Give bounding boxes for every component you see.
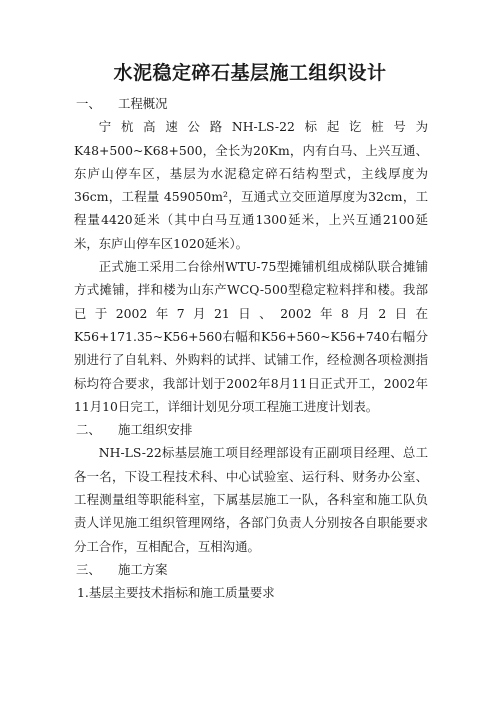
section-number: 三、 [76,561,101,577]
paragraph-construction-method: 正式施工采用二台徐州WTU-75型摊铺机组成梯队联合摊铺方式摊铺，拌和楼为山东产WCQ-500型稳定粒料拌和楼。我部已于2002年7月21日、2002年8月2日在K56+171.35~K56+560右幅和K56+560~K56+740右幅分别进行了自轧料、外购料的试拌、试铺工作，经检测各项检测指标均符合要求，我部计划于2002年8月11日正式开工，2002年11月10日完工，详细计划见分项工程施工进度计划表。 [74,259,428,414]
section-heading-1 [74,92,428,115]
document-body [74,92,428,605]
paragraph-organization: NH-LS-22标基层施工项目经理部设有正副项目经理、总工各一名，下设工程技术科、中心试验室、运行科、财务办公室、工程测量组等职能科室，下属基层施工一队，各科室和施工队负责人详见施工组织管理网络，各部门负责人分别按各自职能要求分工合作，互相配合，互相沟通。 [74,445,428,554]
section-heading-3 [74,558,428,581]
section-number: 一、 [76,96,101,111]
section-title: 施工组织安排 [118,422,193,438]
section-title: 工程概况 [118,96,168,111]
subsection-heading: 1.基层主要技术指标和施工质量要求 [77,585,275,601]
section-number: 二、 [76,422,101,438]
section-title: 施工方案 [118,561,168,577]
paragraph-project-overview: 宁杭高速公路NH-LS-22标起讫桩号为K48+500~K68+500，全长为20Km，内有白马、上兴互通、东庐山停车区，基层为水泥稳定碎石结构型式，主线厚度为36cm，工程量 459050m²，互通式立交匝道厚度为32cm，工程量4420延米（其中白马互通1300延米，上兴互通2100延米，东庐山停车区1020延米）。 [74,119,428,251]
document-title: 水泥稳定碎石基层施工组织设计 [113,62,387,84]
section-heading-2 [74,418,428,441]
